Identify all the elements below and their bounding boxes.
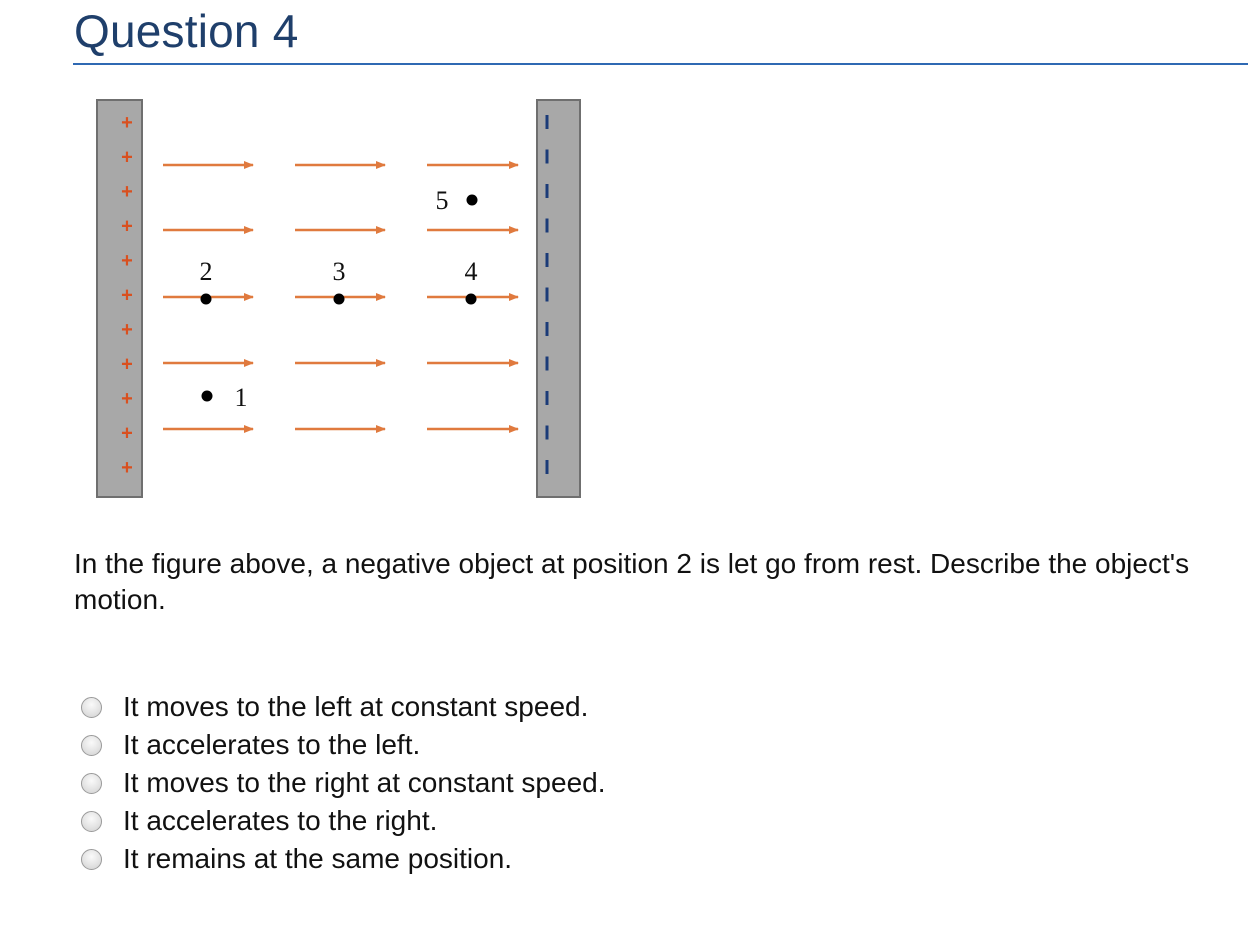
answer-option[interactable] [78, 802, 606, 840]
point-1-dot [202, 391, 213, 402]
position-label-4: 4 [464, 257, 478, 286]
plus-sign: + [121, 422, 133, 445]
electric-field-figure [90, 95, 590, 505]
position-label-2: 2 [199, 257, 213, 286]
positive-plate-signs [121, 112, 133, 479]
negative-plate [537, 100, 580, 497]
answer-option-label: It moves to the right at constant speed. [123, 767, 606, 798]
plus-sign: + [121, 319, 133, 341]
radio-button[interactable] [81, 735, 102, 756]
plus-sign: + [121, 112, 133, 134]
answer-option-label: It moves to the left at constant speed. [123, 691, 589, 722]
plus-sign: + [121, 181, 133, 203]
plus-sign: + [121, 250, 133, 272]
answer-option[interactable] [78, 840, 606, 878]
position-label-1: 1 [234, 383, 248, 412]
positive-plate [97, 100, 142, 497]
answer-option-label: It remains at the same position. [123, 843, 513, 874]
point-4-dot [466, 294, 477, 305]
answer-options [78, 688, 606, 878]
radio-button[interactable] [81, 849, 102, 870]
radio-button[interactable] [81, 773, 102, 794]
answer-option-label: It accelerates to the right. [123, 805, 438, 836]
plus-sign: + [121, 146, 133, 169]
answer-option[interactable] [78, 726, 606, 764]
point-3-dot [334, 294, 345, 305]
plus-sign: + [121, 215, 133, 238]
position-label-3: 3 [332, 257, 346, 286]
point-2-dot [201, 294, 212, 305]
radio-button[interactable] [81, 811, 102, 832]
plus-sign: + [121, 388, 133, 410]
plus-sign: + [121, 457, 133, 479]
question-prompt: In the figure above, a negative object at position 2 is let go from rest. Describe the object's motion. [74, 548, 1190, 615]
plus-sign: + [121, 353, 133, 376]
plus-sign: + [121, 284, 133, 307]
radio-button[interactable] [81, 697, 102, 718]
point-5-dot [467, 195, 478, 206]
answer-option[interactable] [78, 764, 606, 802]
position-label-5: 5 [435, 186, 449, 215]
title-divider [73, 63, 1248, 65]
answer-option[interactable] [78, 688, 606, 726]
answer-option-label: It accelerates to the left. [123, 729, 421, 760]
question-title: Question 4 [74, 5, 299, 57]
